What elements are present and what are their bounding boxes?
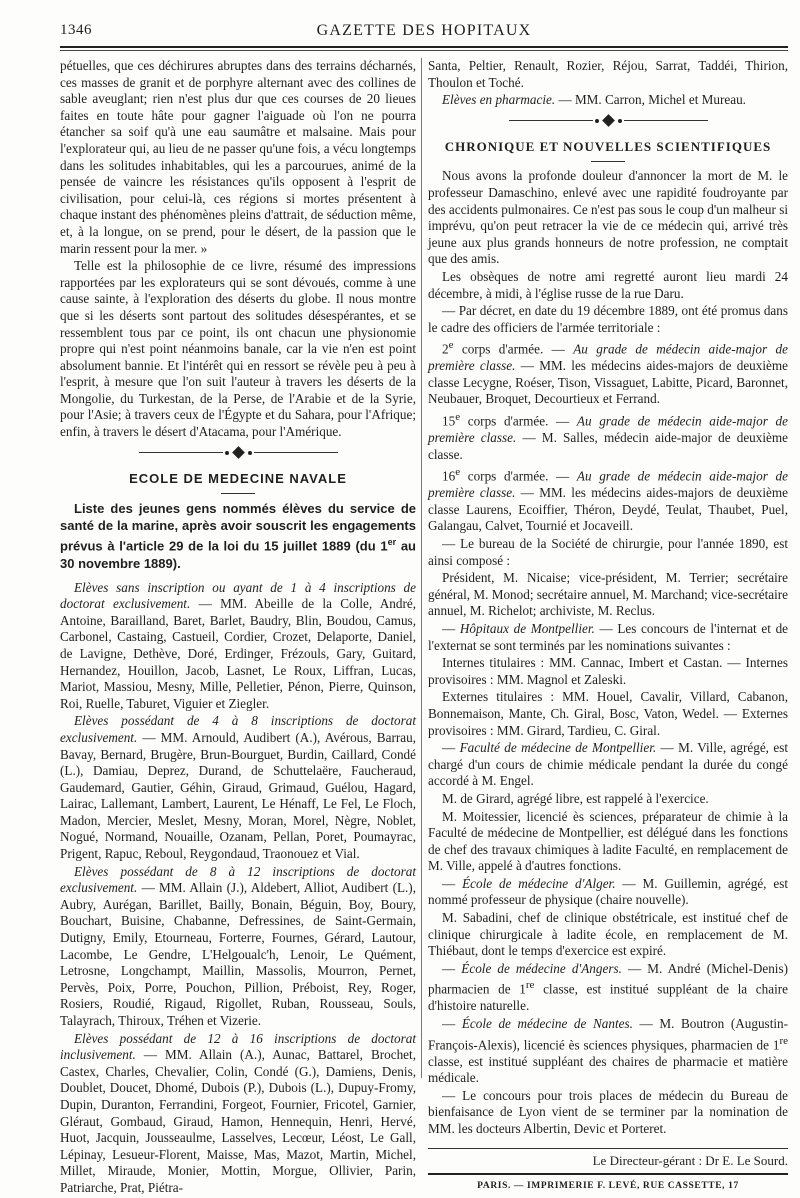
paragraph: Les obsèques de notre ami regretté auront lieu mardi 24 décembre, à midi, à l'église russe de la rue Daru. <box>428 268 788 301</box>
paragraph: Externes titulaires : MM. Houel, Cavalir, Villard, Cabanon, Bonnemaison, Mante, Ch. Giral, Bosc, Vaton, Wedel. — Externes provisoires : MM. Girard, Tardieu, C. Giral. <box>428 689 788 738</box>
paragraph <box>428 740 788 790</box>
text: — <box>442 960 462 976</box>
paragraph: — Par décret, en date du 19 décembre 1889, ont été promus dans le cadre des officiers de l'armée territoriale : <box>428 303 788 335</box>
paragraph <box>428 1016 788 1087</box>
signature: Le Directeur-gérant : Dr E. Le Sourd. <box>592 1152 788 1168</box>
text: — <box>442 1016 462 1032</box>
ordinal-sup: e <box>455 466 461 479</box>
printer-rule <box>428 1173 788 1175</box>
section-title: CHRONIQUE ET NOUVELLES SCIENTIFIQUES <box>444 138 772 154</box>
text: corps d'armée. — <box>460 468 577 484</box>
group-names: — MM. Allain (J.), Aldebert, Alliot, Audibert (L.), Aubry, Aurégan, Barillet, Bailly, Bonain, Béguin, Boy, Boury, Bouchart, Buisine, Chabanne, Defressines, de Saint-Germain, Dutigny, Emily, Etourneau, Forterre, Fournes, Gérard, Lautour, Lacombe, Le Gendre, L'Helgoualc'h, Lenoir, Le Quément, Letrosne, Longchampt, Maillin, Massolis, Mourron, Pernet, Pervès, Poix, Porre, Pouchon, Pillion, Préboist, Rey, Roger, Rosiers, Roudié, Rigaud, Rigollet, Ruban, Rousseau, Souls, Talayrach, Thiroux, Tréhen et Vizerie. <box>60 880 416 1029</box>
text: — M. André (Michel-Denis) pharmacien de 1 <box>428 960 788 997</box>
paragraph: Nous avons la profonde douleur d'annoncer la mort de M. le professeur Damaschino, enlevé avec une rapidité foudroyante par des accidents pulmonaires. Ce n'est pas sous le coup d'un malheur si imprévu, qu'on peut retracer la vie de ce médecin qui, arrivé très jeune aux plus grands honneurs de notre profession, ne comptait que des amis. <box>428 168 789 267</box>
text: — MM. les médecins aides-majors de deuxième classe Lecygne, Roéser, Tison, Vissaguet, Labitte, Picard, Baronnet, Neubauer, Broquet, Decourtieux et Ferrand. <box>428 358 788 407</box>
title-rule <box>221 493 255 494</box>
italic-text: Au grade de médecin aide-major de première classe. <box>428 341 788 374</box>
group-names: — MM. Arnould, Audibert (A.), Avérous, Barrau, Bavay, Bernard, Brugère, Brun-Bourguet, Burdin, Caillard, Condé (L.), Damiau, Deprez, Durand, de Schuttelaëre, Faucheraud, Gaudemard, Gautier, Géhin, Giraud, Grimaud, Guélou, Hagard, Lairac, Lallemant, Lambert, Laurent, Le Hénaff, Le Fel, Le Floch, Madon, Mercier, Meslet, Mesny, Moran, Morel, Nègre, Noblet, Nogué, Normand, Nouaille, Ozanam, Pellan, Poret, Poumayrac, Prigent, Rapuc, Reboul, Reygondaud, Traonouez et Vial. <box>60 729 416 862</box>
text: classe, est institué suppléant des chaires de pharmacie et matière médicale. <box>428 1053 788 1086</box>
left-column <box>60 58 416 1198</box>
student-group <box>60 1031 416 1197</box>
title-rule <box>591 161 625 162</box>
paragraph <box>428 876 788 909</box>
text: 2 <box>442 341 449 357</box>
student-group <box>428 92 788 109</box>
text: — <box>442 740 460 756</box>
journal-title: GAZETTE DES HOPITAUX <box>316 22 532 39</box>
italic-text: École de médecine d'Angers. <box>461 960 622 976</box>
header-rule-thin <box>60 50 788 51</box>
signature-rule <box>428 1148 788 1149</box>
student-group <box>60 580 416 713</box>
text: corps d'armée. — <box>453 341 574 357</box>
ordinal-sup: re <box>779 1034 788 1047</box>
text: — MM. les médecins aides-majors de deuxième classe Laurens, Ecoiffier, Théron, Deydé, Teulat, Thaubet, Puel, Galangau, Calvet, Tournié et Jocaveill. <box>428 485 788 534</box>
paragraph: M. Sabadini, chef de clinique obstétricale, est institué chef de clinique chirurgicale à ladite école, en remplacement de M. Thiébaut, dont le temps d'exercice est expiré. <box>428 910 788 959</box>
paragraph <box>428 337 788 408</box>
italic-text: Au grade de médecin aide-major de première classe. <box>428 413 788 446</box>
group-names: — MM. Carron, Michel et Mureau. <box>555 92 746 108</box>
group-label: Elèves sans inscription ou ayant de 1 à 4 inscriptions de doctorat exclusivement. <box>60 579 416 612</box>
list-heading-text: Liste des jeunes gens nommés élèves du service de santé de la marine, après avoir souscrit les engagements prévus à l'article 29 de la loi du 15 juillet 1889 (du 1 <box>60 501 416 554</box>
student-group <box>60 864 416 1030</box>
group-label: Elèves possédant de 8 à 12 inscriptions de doctorat exclusivement. <box>60 863 416 896</box>
list-heading <box>60 500 416 571</box>
paragraph: Internes titulaires : MM. Cannac, Imbert et Castan. — Internes provisoires : MM. Magnol et Zaleski. <box>428 655 788 687</box>
paragraph <box>428 621 788 654</box>
section-ornament <box>428 113 788 129</box>
text: — M. Ville, agrégé, est chargé d'un cours de chimie médicale pendant la durée du congé accordé à M. Engel. <box>428 740 789 789</box>
paragraph: — Le concours pour trois places de médecin du Bureau de bienfaisance de Lyon vient de se terminer par la nomination de MM. les docteurs Albertin, Devic et Porteret. <box>428 1087 788 1136</box>
section-ornament <box>60 445 416 461</box>
right-column <box>428 58 788 1196</box>
text: corps d'armée. — <box>460 413 577 429</box>
paragraph: pétuelles, que ces déchirures abruptes dans des terrains décharnés, ces masses de granit et de porphyre alternant avec des collines de sable aveuglant; rien n'est plus dur que ces courses de 20 lieues faites en toute hâte pour gagner l'aiguade où l'on ne pourra étancher sa soif qu'à une eau saumâtre et malsaine. Mais pour l'explorateur qui, au lieu de ne passer qu'une fois, a vécu longtemps dans les solitudes inhabitables, qui les a parcourues, animé de la pensée de vaincre les résistances qu'ils opposent à l'esprit de civilisation, pour celui-là, ces régions si mortes présentent à chaque instant des phénomènes pleins d'attrait, de séduction même, et, à la longue, on se prend, pour le désert, de la passion que le marin ressent pour la mer. » <box>60 58 416 256</box>
ordinal-sup: e <box>448 339 454 352</box>
text: 15 <box>442 413 456 429</box>
text: — M. Boutron (Augustin-François-Alexis), licencié ès sciences physiques, pharmacien de 1 <box>428 1016 789 1053</box>
page-header <box>60 22 788 44</box>
paragraph <box>428 464 788 535</box>
text: 16 <box>442 468 456 484</box>
list-heading-end: au 30 novembre 1889). <box>60 538 416 571</box>
text: — <box>442 620 460 636</box>
paragraph: Président, M. Nicaise; vice-président, M. Terrier; secrétaire général, M. Monod; secrétaire annuel, M. Marchand; vice-secrétaire annuel, M. Richelot; archiviste, M. Reclus. <box>428 570 788 619</box>
ordinal-sup: er <box>387 537 397 548</box>
paragraph: M. Moitessier, licencié ès sciences, préparateur de chimie à la Faculté de médecine de Montpellier, est délégué dans les fonctions de chef des travaux chimiques à ladite Faculté, en remplacement de M. Ville, appelé à d'autres fonctions. <box>428 808 788 874</box>
group-names: — MM. Allain (A.), Aunac, Battarel, Brochet, Castex, Charles, Chevalier, Colin, Condé (G.), Damiens, Denis, Doublet, Doucet, Dhomé, Dubois (P.), Dubois (L.), Dupuy-Fromy, Dupin, Duranton, Ferrandini, Forgeot, Fournier, Fricotel, Garnier, Gléraut, Gombaud, Giraud, Hamon, Hennequin, Henri, Hervé, Huot, Jacquin, Jousseaulme, Lasselves, Lecœur, Léost, Le Gall, Lépinay, Lesueur-Florent, Maisse, Mas, Mazot, Martin, Michel, Millet, Miraude, Monier, Mottin, Morgue, Ollivier, Parin, Patriarche, Prat, Piétra- <box>60 1047 416 1195</box>
group-label: Elèves possédant de 12 à 16 inscriptions de doctorat inclusivement. <box>60 1030 416 1063</box>
page-number: 1346 <box>60 22 92 38</box>
text: — M. Salles, médecin aide-major de deuxième classe. <box>428 430 788 462</box>
italic-text: Faculté de médecine de Montpellier. <box>459 740 657 756</box>
paragraph: M. de Girard, agrégé libre, est rappelé à l'exercice. <box>442 790 709 806</box>
text: — <box>442 875 463 891</box>
text: — Les concours de l'internat et de l'externat se sont terminés par les nominations suivantes : <box>428 620 789 653</box>
paragraph <box>428 409 788 463</box>
italic-text: École de médecine d'Alger. <box>462 875 616 891</box>
group-names: — MM. Abeille de la Colle, André, Antoine, Barailland, Baret, Barlet, Baudry, Blin, Boudou, Camus, Carbonel, Castaing, Castueil, Cordier, Crozet, Delaporte, Daniel, de Lavigne, Dethève, Doré, Erdinger, Frézouls, Gary, Guitard, Hernandez, Houillon, Jacob, Lasnet, Le Roux, Liffran, Lucas, Mariot, Massiou, Mesny, Mille, Pelletier, Pénon, Pierre, Quinson, Roi, Ruelle, Taburet, Viguier et Ziegler. <box>60 596 416 711</box>
student-group <box>60 713 416 862</box>
header-rule <box>60 46 788 48</box>
paragraph: Santa, Peltier, Renault, Rozier, Réjou, Sarrat, Taddéi, Thirion, Thoulon et Toché. <box>428 58 788 90</box>
printer-imprint: PARIS. — IMPRIMERIE F. LEVÉ, RUE CASSETTE, 17 <box>477 1181 739 1192</box>
text: classe, est institué suppléant de la chaire d'histoire naturelle. <box>428 981 788 1014</box>
paragraph: — Le bureau de la Société de chirurgie, pour l'année 1890, est ainsi composé : <box>428 536 788 568</box>
group-label: Elèves possédant de 4 à 8 inscriptions de doctorat exclusivement. <box>60 713 416 745</box>
ordinal-sup: e <box>455 411 461 424</box>
column-divider <box>421 58 422 1078</box>
italic-text: Hôpitaux de Montpellier. <box>459 620 595 636</box>
italic-text: École de médecine de Nantes. <box>461 1016 633 1032</box>
section-title: ECOLE DE MEDECINE NAVALE <box>129 470 347 486</box>
ordinal-sup: re <box>525 979 535 992</box>
group-label: Elèves en pharmacie. <box>442 92 556 108</box>
paragraph <box>428 961 788 1015</box>
paragraph: Telle est la philosophie de ce livre, résumé des impressions rapportées par les explorateurs qui se sont dévoués, comme à une cause sainte, à l'exploration des déserts du globe. Il nous montre que si les déserts sont partout des solitudes désespérantes, et se ressemblent tous par ce point, ils ont chacun une physionomie propre qui n'est point néanmoins banale, car la vie n'en est point absolument bannie. Et l'intérêt qui en ressort se révèle peu à peu à l'esprit, à mesure que l'on suit l'auteur à travers les déserts de la Mongolie, du Turkestan, de la Perse, de l'Arabie et de la Syrie, pour l'Asie; à travers ceux de l'Égypte et du Sahara, pour l'Afrique; enfin, à travers le désert d'Atacama, pour l'Amérique. <box>60 258 416 440</box>
text: — M. Guillemin, agrégé, est nommé professeur de physique (chaire nouvelle). <box>428 875 789 908</box>
italic-text: Au grade de médecin aide-major de première classe. <box>428 468 788 501</box>
